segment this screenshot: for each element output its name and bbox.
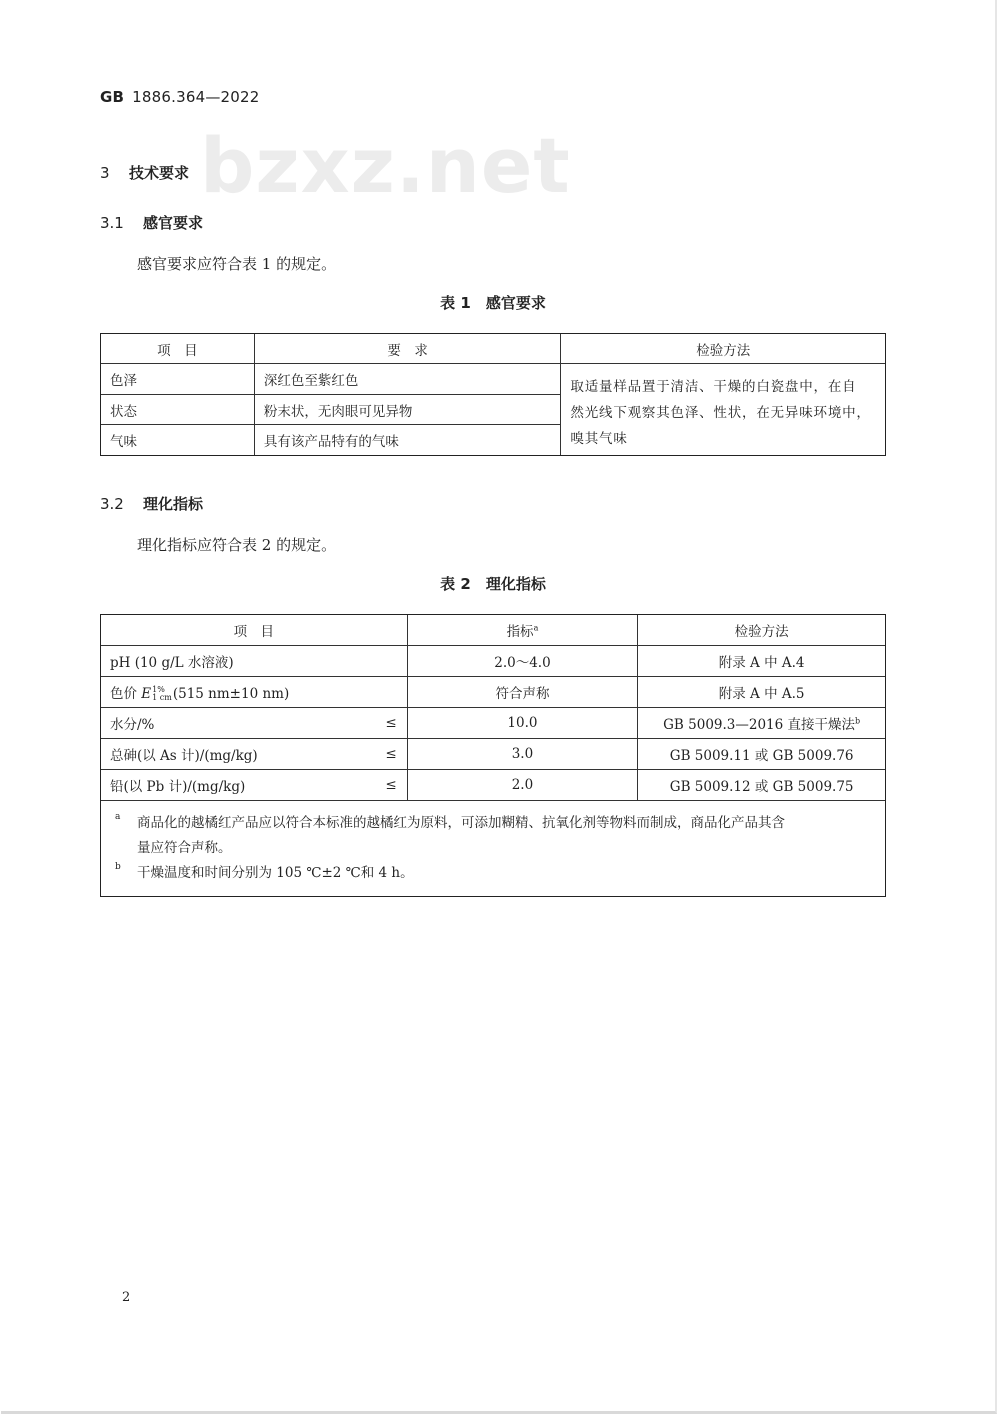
footnote-line: 商品化的越橘红产品应以符合本标准的越橘红为原料，可添加糊精、抗氧化剂等物料而制成，商品化产品其含 [137,815,785,831]
requirement-cell: 具有该产品特有的气味 [254,425,561,456]
item-text: 色价 [110,685,142,702]
table-notes-row [101,801,886,897]
table-row [101,739,886,770]
header-indicator-label: 指标 [506,624,534,640]
item-symbol: E [141,685,152,702]
item-superscript: 1% [152,685,165,695]
table-header-row [101,615,886,646]
method-cell: GB 5009.12 或 GB 5009.75 [638,770,886,801]
le-symbol: ≤ [385,777,397,793]
item-cell [101,708,408,739]
le-symbol: ≤ [385,746,397,762]
notes-cell [101,801,886,897]
page-number: 2 [122,1290,131,1305]
header-code: 1886.364—2022 [132,88,260,106]
value-cell: 2.0～4.0 [407,646,638,677]
watermark: bzxz.net [200,121,571,210]
table-row [101,677,886,708]
section-title: 技术要求 [129,164,190,182]
requirement-cell: 深红色至紫红色 [254,364,561,395]
method-cell [561,364,886,456]
footnote-mark: b [115,862,121,872]
item-script [152,686,172,702]
method-cell: 附录 A 中 A.4 [638,646,886,677]
item-cell [101,770,408,801]
method-line: 然光线下观察其色泽、性状，在无异味环境中， [570,405,871,421]
item-cell: 色泽 [101,364,255,395]
footnote-a [115,811,875,861]
item-cell [101,739,408,770]
footnote-line: 干燥温度和时间分别为 105 ℃±2 ℃和 4 h。 [137,865,414,881]
table-2-caption: 表 2 理化指标 [440,575,546,593]
header-item: 项 目 [101,615,408,646]
table-header-row [101,334,886,364]
header-method: 检验方法 [638,615,886,646]
header-item: 项 目 [101,334,255,364]
method-line: 嗅其气味 [570,431,628,447]
section-3-heading [100,162,189,183]
item-text: 总砷(以 As 计)/(mg/kg) [110,748,258,764]
standard-header [100,88,260,106]
item-cell: pH (10 g/L 水溶液) [101,646,408,677]
item-text: (515 nm±10 nm) [172,685,290,702]
table-2-physicochemical [100,614,886,897]
item-text: 铅(以 Pb 计)/(mg/kg) [110,779,246,795]
method-line: 取适量样品置于清洁、干燥的白瓷盘中，在自 [570,379,857,395]
section-number: 3.1 [100,214,124,232]
method-cell [638,708,886,739]
table-1-caption: 表 1 感官要求 [440,294,546,312]
section-3-1-heading [100,212,203,233]
header-prefix: GB [100,88,125,106]
section-title: 理化指标 [143,495,204,513]
header-indicator [407,615,638,646]
table-row [101,770,886,801]
footnote-mark: a [115,812,121,822]
section-3-2-heading [100,493,203,514]
value-cell: 2.0 [407,770,638,801]
table-row [101,646,886,677]
footnote-b [115,861,875,886]
section-title: 感官要求 [143,214,204,232]
method-text: GB 5009.3—2016 直接干燥法 [663,717,856,733]
section-number: 3.2 [100,495,124,513]
table-row [101,364,886,395]
footnote-line: 量应符合声称。 [137,840,232,856]
item-cell: 气味 [101,425,255,456]
method-cell: GB 5009.11 或 GB 5009.76 [638,739,886,770]
method-cell: 附录 A 中 A.5 [638,677,886,708]
value-cell: 符合声称 [407,677,638,708]
header-requirement: 要 求 [254,334,561,364]
requirement-cell: 粉末状，无肉眼可见异物 [254,395,561,425]
table-row [101,708,886,739]
le-symbol: ≤ [385,715,397,731]
section-number: 3 [100,164,110,182]
section-3-1-paragraph: 感官要求应符合表 1 的规定。 [137,255,337,273]
value-cell: 3.0 [407,739,638,770]
footnote-mark: b [855,716,861,726]
item-text: 水分/% [110,717,155,733]
table-1-sensory [100,333,886,456]
item-cell [101,677,408,708]
footnote-mark: a [533,623,539,633]
value-cell: 10.0 [407,708,638,739]
item-subscript: 1 cm [152,693,172,703]
item-cell: 状态 [101,395,255,425]
section-3-2-paragraph: 理化指标应符合表 2 的规定。 [137,536,337,554]
header-method: 检验方法 [561,334,886,364]
